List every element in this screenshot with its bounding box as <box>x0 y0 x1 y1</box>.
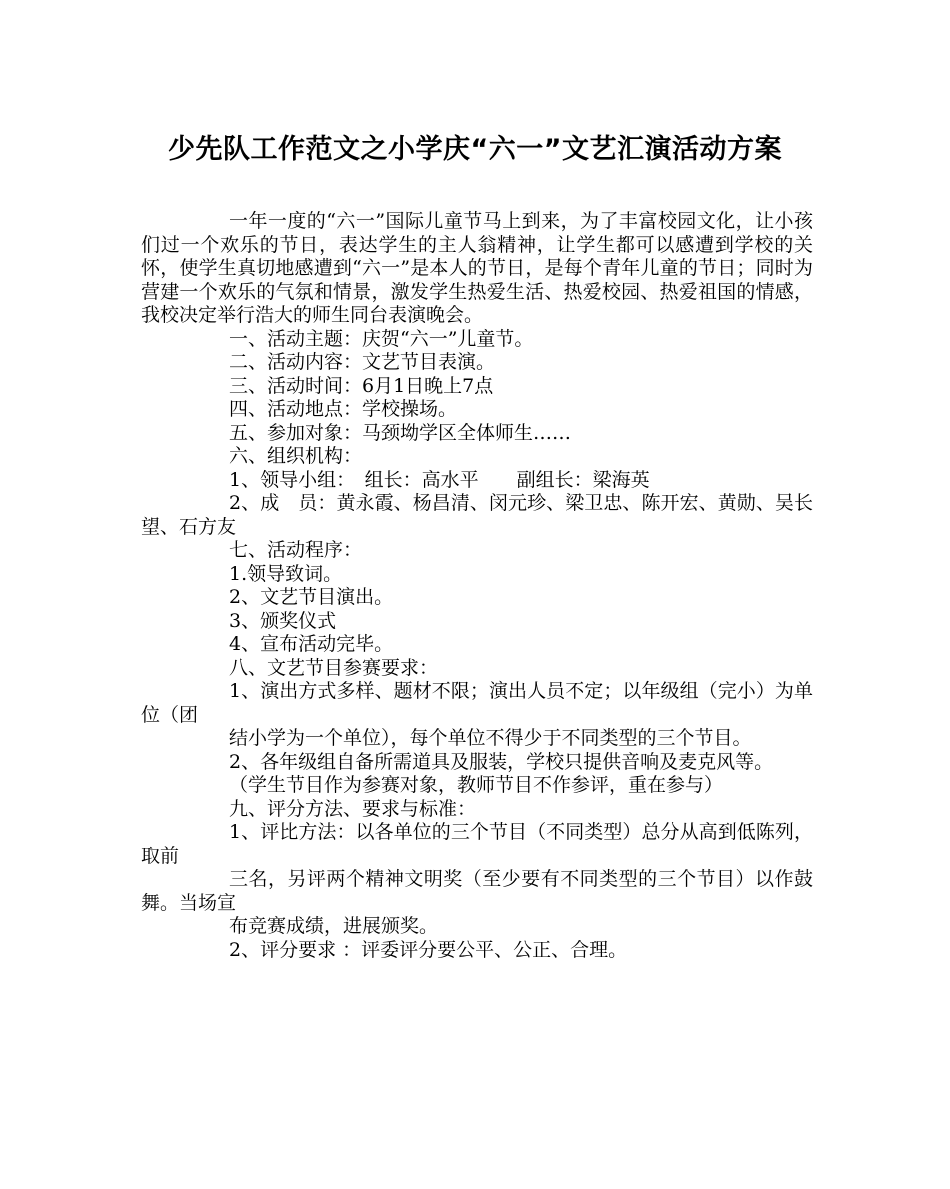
paragraph-scoring-1b: 三名，另评两个精神文明奖（至少要有不同类型的三个节目）以作鼓舞。当场宣 <box>141 868 813 914</box>
paragraph-content: 二、活动内容：文艺节目表演。 <box>229 351 496 373</box>
paragraph-intro: 一年一度的“六一”国际儿童节马上到来，为了丰富校园文化，让小孩们过一个欢乐的节日，表达学生的主人翁精神，让学生都可以感遭到学校的关怀，使学生真切地感遭到“六一”是本人的节日，是每个青年儿童的节日；同时为营建一个欢乐的气氛和情景，激发学生热爱生活、热爱校园、热爱祖国的情感，我校决定举行浩大的师生同台表演晚会。 <box>141 210 813 326</box>
paragraph-scoring-1c: 布竞赛成绩，进展颁奖。 <box>229 915 439 937</box>
paragraph-requirements: 八、文艺节目参赛要求： <box>229 656 439 679</box>
paragraph-procedure-4: 4、宣布活动完毕。 <box>229 633 394 655</box>
paragraph-members: 2、成 员：黄永霞、杨昌清、闵元珍、梁卫忠、陈开宏、黄勋、吴长望、石方友 <box>141 492 813 538</box>
paragraph-participants: 五、参加对象：马颈坳学区全体师生…… <box>229 421 572 444</box>
paragraph-scoring-2: 2、评分要求 ：评委评分要公平、公正、合理。 <box>229 938 628 961</box>
paragraph-scoring-1a: 1、评比方法：以各单位的三个节目（不同类型）总分从高到低陈列，取前 <box>141 821 813 867</box>
paragraph-time: 三、活动时间：6月1日晚上7点 <box>229 374 494 397</box>
paragraph-requirement-2: 2、各年级组自备所需道具及服装，学校只提供音响及麦克风等。 <box>229 750 774 773</box>
paragraph-scoring: 九、评分方法、要求与标准： <box>229 797 477 820</box>
paragraph-procedure-3: 3、颁奖仪式 <box>229 609 337 632</box>
document-body <box>141 210 813 962</box>
paragraph-leadership: 1、领导小组： 组长：高水平 副组长：梁海英 <box>229 468 650 491</box>
paragraph-procedure-2: 2、文艺节目演出。 <box>229 586 394 608</box>
paragraph-location: 四、活动地点：学校操场。 <box>229 398 458 420</box>
paragraph-theme: 一、活动主题：庆贺“六一”儿童节。 <box>229 327 534 350</box>
paragraph-procedure-1: 1.领导致词。 <box>229 562 343 585</box>
paragraph-requirement-1b: 结小学为一个单位），每个单位不得少于不同类型的三个节目。 <box>229 727 752 749</box>
page-title: 少先队工作范文之小学庆“六一”文艺汇演活动方案 <box>168 134 782 165</box>
paragraph-note: （学生节目作为参赛对象，教师节目不作参评，重在参与） <box>229 774 724 796</box>
paragraph-requirement-1a: 1、演出方式多样、题材不限；演出人员不定；以年级组（完小）为单位（团 <box>141 680 813 726</box>
paragraph-procedure: 七、活动程序： <box>229 539 363 561</box>
paragraph-organization: 六、组织机构： <box>229 445 363 467</box>
